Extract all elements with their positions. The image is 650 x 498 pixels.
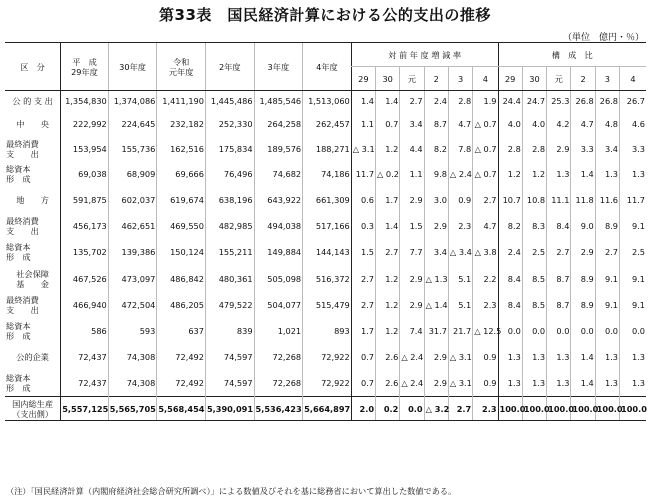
row-label: 国内総生産 （支出側） — [5, 397, 61, 421]
growth-cell: 0.9 — [473, 370, 498, 397]
composition-cell: 26.7 — [620, 91, 646, 112]
value-cell: 72,437 — [61, 345, 109, 370]
footnote: （注）「国民経済計算（内閣府経済社会総合研究所調べ）」による数値及びそれを基に総務省において算出した数値である。 — [6, 486, 457, 496]
growth-cell: △ 12.5 — [473, 318, 498, 345]
growth-col-header: 元 — [400, 67, 424, 91]
value-cell: 637 — [157, 318, 206, 345]
growth-cell: 7.7 — [400, 239, 424, 266]
value-cell: 1,411,190 — [157, 91, 206, 112]
composition-cell: 3.4 — [595, 137, 619, 162]
value-cell: 619,674 — [157, 187, 206, 214]
growth-cell: 3.4 — [424, 239, 448, 266]
value-cell: 515,479 — [303, 293, 352, 318]
growth-col-header: 4 — [473, 67, 498, 91]
composition-cell: 8.3 — [522, 214, 546, 239]
growth-cell: △ 2.4 — [400, 370, 424, 397]
value-cell: 5,390,091 — [205, 397, 254, 421]
composition-col-header: 29 — [498, 67, 522, 91]
growth-cell: 2.7 — [376, 239, 400, 266]
composition-cell: 1.3 — [620, 370, 646, 397]
value-cell: 139,386 — [108, 239, 157, 266]
composition-cell: 100.0 — [547, 397, 571, 421]
composition-cell: 8.7 — [547, 293, 571, 318]
value-cell: 462,651 — [108, 214, 157, 239]
value-cell: 149,884 — [254, 239, 303, 266]
composition-cell: 100.0 — [620, 397, 646, 421]
composition-group-header: 構 成 比 — [498, 43, 646, 67]
composition-cell: 24.4 — [498, 91, 522, 112]
growth-cell: 0.7 — [351, 345, 375, 370]
composition-cell: 8.4 — [547, 214, 571, 239]
value-cell: 264,258 — [254, 112, 303, 137]
row-label: 最終消費 支 出 — [6, 295, 39, 315]
composition-cell: 0.0 — [571, 318, 595, 345]
value-cell: 155,211 — [205, 239, 254, 266]
value-cell: 591,875 — [61, 187, 109, 214]
value-cell: 74,308 — [108, 345, 157, 370]
composition-cell: 9.0 — [571, 214, 595, 239]
value-cell: 74,308 — [108, 370, 157, 397]
growth-cell: 9.8 — [424, 162, 448, 187]
table-row — [5, 91, 646, 112]
value-cell: 188,271 — [303, 137, 352, 162]
growth-col-header: 29 — [351, 67, 375, 91]
growth-cell: 2.9 — [424, 214, 448, 239]
value-cell: 5,565,705 — [108, 397, 157, 421]
growth-col-header: 3 — [448, 67, 472, 91]
composition-cell: 0.0 — [620, 318, 646, 345]
growth-cell: 2.6 — [376, 345, 400, 370]
table-row — [5, 162, 646, 187]
growth-cell: 2.0 — [351, 397, 375, 421]
value-cell: 72,492 — [157, 370, 206, 397]
composition-cell: 100.0 — [571, 397, 595, 421]
composition-cell: 8.7 — [547, 266, 571, 293]
growth-cell: 3.0 — [424, 187, 448, 214]
composition-cell: 1.3 — [547, 370, 571, 397]
value-cell: 262,457 — [303, 112, 352, 137]
value-cell: 516,372 — [303, 266, 352, 293]
growth-cell: 3.4 — [400, 112, 424, 137]
value-cell: 72,922 — [303, 345, 352, 370]
composition-cell: 1.2 — [498, 162, 522, 187]
growth-cell: 2.9 — [400, 187, 424, 214]
composition-cell: 1.4 — [571, 162, 595, 187]
composition-cell: 1.3 — [547, 162, 571, 187]
row-label: 公 的 支 出 — [12, 96, 53, 107]
growth-cell: 4.4 — [400, 137, 424, 162]
composition-cell: 2.9 — [547, 137, 571, 162]
value-cell: 72,268 — [254, 345, 303, 370]
growth-cell: 2.8 — [448, 91, 472, 112]
composition-cell: 8.9 — [595, 214, 619, 239]
value-cell: 1,354,830 — [61, 91, 109, 112]
value-cell: 480,361 — [205, 266, 254, 293]
value-cell: 456,173 — [61, 214, 109, 239]
value-cell: 517,166 — [303, 214, 352, 239]
growth-cell: 0.9 — [448, 187, 472, 214]
growth-cell: △ 3.1 — [448, 345, 472, 370]
composition-cell: 2.9 — [571, 239, 595, 266]
composition-cell: 0.0 — [547, 318, 571, 345]
composition-col-header: 元 — [547, 67, 571, 91]
composition-cell: 9.1 — [620, 293, 646, 318]
year-header: 4年度 — [303, 43, 352, 91]
growth-cell: △ 2.4 — [400, 345, 424, 370]
value-cell: 72,437 — [61, 370, 109, 397]
growth-cell: 1.1 — [351, 112, 375, 137]
value-cell: 76,496 — [205, 162, 254, 187]
composition-cell: 2.7 — [595, 239, 619, 266]
growth-cell: 1.1 — [400, 162, 424, 187]
category-header: 区 分 — [5, 43, 61, 91]
value-cell: 467,526 — [61, 266, 109, 293]
value-cell: 602,037 — [108, 187, 157, 214]
growth-cell: △ 3.4 — [448, 239, 472, 266]
growth-cell: 2.2 — [473, 266, 498, 293]
value-cell: 222,992 — [61, 112, 109, 137]
table-row — [5, 112, 646, 137]
composition-cell: 1.3 — [498, 370, 522, 397]
composition-cell: 11.6 — [595, 187, 619, 214]
composition-cell: 9.1 — [595, 266, 619, 293]
table-body — [5, 91, 646, 421]
value-cell: 1,445,486 — [205, 91, 254, 112]
value-cell: 479,522 — [205, 293, 254, 318]
composition-cell: 9.1 — [620, 266, 646, 293]
growth-cell: 0.7 — [376, 112, 400, 137]
value-cell: 232,182 — [157, 112, 206, 137]
growth-cell: 2.3 — [473, 397, 498, 421]
value-cell: 505,098 — [254, 266, 303, 293]
table-row — [5, 187, 646, 214]
growth-cell: 0.7 — [351, 370, 375, 397]
growth-cell: 2.4 — [424, 91, 448, 112]
composition-cell: 8.9 — [571, 266, 595, 293]
composition-cell: 4.0 — [522, 112, 546, 137]
composition-cell: 1.3 — [498, 345, 522, 370]
growth-cell: 1.2 — [376, 293, 400, 318]
row-label: 地 方 — [16, 195, 49, 205]
table-row — [5, 293, 646, 318]
composition-cell: 100.0 — [595, 397, 619, 421]
growth-cell: 2.7 — [448, 397, 472, 421]
value-cell: 586 — [61, 318, 109, 345]
growth-cell: 1.2 — [376, 266, 400, 293]
growth-cell: 7.4 — [400, 318, 424, 345]
year-header: 30年度 — [108, 43, 157, 91]
row-label: 社会保障 基 金 — [16, 269, 49, 289]
composition-cell: 9.1 — [620, 214, 646, 239]
growth-cell: △ 2.4 — [448, 162, 472, 187]
value-cell: 155,736 — [108, 137, 157, 162]
value-cell: 144,143 — [303, 239, 352, 266]
composition-cell: 2.4 — [498, 239, 522, 266]
value-cell: 153,954 — [61, 137, 109, 162]
composition-cell: 2.5 — [620, 239, 646, 266]
composition-cell: 1.2 — [522, 162, 546, 187]
growth-cell: △ 3.1 — [351, 137, 375, 162]
value-cell: 1,485,546 — [254, 91, 303, 112]
value-cell: 661,309 — [303, 187, 352, 214]
value-cell: 5,536,423 — [254, 397, 303, 421]
row-label: 総資本 形 成 — [6, 321, 31, 341]
composition-cell: 1.4 — [571, 345, 595, 370]
composition-cell: 100.0 — [522, 397, 546, 421]
value-cell: 72,922 — [303, 370, 352, 397]
growth-cell: 2.7 — [351, 293, 375, 318]
public-expenditure-table — [5, 42, 646, 421]
year-header: 平 成 29年度 — [61, 43, 109, 91]
value-cell: 1,021 — [254, 318, 303, 345]
row-label: 総資本 形 成 — [6, 242, 31, 262]
growth-cell: △ 0.7 — [473, 137, 498, 162]
table-row — [5, 370, 646, 397]
table-title: 第33表 国民経済計算における公的支出の推移 — [159, 6, 491, 24]
growth-cell: △ 0.7 — [473, 112, 498, 137]
growth-cell: 1.7 — [376, 187, 400, 214]
composition-cell: 1.3 — [595, 370, 619, 397]
growth-cell: △ 0.2 — [376, 162, 400, 187]
value-cell: 74,186 — [303, 162, 352, 187]
growth-cell: 1.4 — [376, 214, 400, 239]
growth-cell: 2.9 — [400, 293, 424, 318]
value-cell: 189,576 — [254, 137, 303, 162]
value-cell: 504,077 — [254, 293, 303, 318]
growth-cell: 1.5 — [351, 239, 375, 266]
value-cell: 175,834 — [205, 137, 254, 162]
composition-cell: 1.3 — [595, 162, 619, 187]
value-cell: 69,038 — [61, 162, 109, 187]
row-label: 総資本 形 成 — [6, 372, 31, 393]
composition-cell: 1.3 — [620, 345, 646, 370]
growth-cell: 0.6 — [351, 187, 375, 214]
composition-cell: 0.0 — [498, 318, 522, 345]
growth-cell: 21.7 — [448, 318, 472, 345]
value-cell: 486,205 — [157, 293, 206, 318]
growth-cell: △ 0.7 — [473, 162, 498, 187]
growth-cell: 1.2 — [376, 137, 400, 162]
composition-cell: 3.3 — [571, 137, 595, 162]
value-cell: 1,374,086 — [108, 91, 157, 112]
row-label: 中 央 — [16, 119, 49, 129]
growth-cell: 2.9 — [424, 370, 448, 397]
value-cell: 839 — [205, 318, 254, 345]
composition-cell: 0.0 — [595, 318, 619, 345]
value-cell: 482,985 — [205, 214, 254, 239]
growth-cell: 2.7 — [351, 266, 375, 293]
growth-cell: 7.8 — [448, 137, 472, 162]
year-header: 3年度 — [254, 43, 303, 91]
composition-cell: 26.8 — [595, 91, 619, 112]
growth-cell: 1.5 — [400, 214, 424, 239]
growth-cell: 1.4 — [351, 91, 375, 112]
composition-cell: 4.8 — [595, 112, 619, 137]
growth-cell: 2.9 — [400, 266, 424, 293]
table-row — [5, 397, 646, 421]
table-row — [5, 137, 646, 162]
value-cell: 150,124 — [157, 239, 206, 266]
value-cell: 74,682 — [254, 162, 303, 187]
growth-cell: 2.3 — [473, 293, 498, 318]
composition-cell: 9.1 — [595, 293, 619, 318]
composition-cell: 4.6 — [620, 112, 646, 137]
growth-cell: 5.1 — [448, 293, 472, 318]
growth-cell: 0.2 — [376, 397, 400, 421]
composition-cell: 100.0 — [498, 397, 522, 421]
value-cell: 473,097 — [108, 266, 157, 293]
composition-col-header: 30 — [522, 67, 546, 91]
growth-cell: 31.7 — [424, 318, 448, 345]
composition-col-header: 4 — [620, 67, 646, 91]
value-cell: 5,557,125 — [61, 397, 109, 421]
growth-cell: 2.7 — [473, 187, 498, 214]
value-cell: 72,492 — [157, 345, 206, 370]
composition-cell: 2.8 — [522, 137, 546, 162]
composition-cell: 3.3 — [620, 137, 646, 162]
unit-label: （単位 億円・％） — [562, 33, 644, 43]
row-label: 最終消費 支 出 — [6, 139, 39, 159]
growth-cell: △ 3.8 — [473, 239, 498, 266]
composition-cell: 8.5 — [522, 293, 546, 318]
growth-cell: 0.3 — [351, 214, 375, 239]
value-cell: 469,550 — [157, 214, 206, 239]
value-cell: 74,597 — [205, 345, 254, 370]
composition-cell: 11.7 — [620, 187, 646, 214]
growth-col-header: 30 — [376, 67, 400, 91]
composition-cell: 24.7 — [522, 91, 546, 112]
value-cell: 252,330 — [205, 112, 254, 137]
growth-cell: 11.7 — [351, 162, 375, 187]
value-cell: 69,666 — [157, 162, 206, 187]
growth-cell: 4.7 — [473, 214, 498, 239]
value-cell: 494,038 — [254, 214, 303, 239]
row-label: 総資本 形 成 — [6, 164, 31, 184]
growth-cell: 1.9 — [473, 91, 498, 112]
growth-cell: 1.7 — [351, 318, 375, 345]
composition-cell: 4.2 — [547, 112, 571, 137]
composition-cell: 1.3 — [595, 345, 619, 370]
growth-cell: 0.9 — [473, 345, 498, 370]
growth-cell: 2.6 — [376, 370, 400, 397]
composition-cell: 0.0 — [522, 318, 546, 345]
table-row — [5, 266, 646, 293]
growth-cell: 2.3 — [448, 214, 472, 239]
composition-cell: 10.7 — [498, 187, 522, 214]
composition-col-header: 2 — [571, 67, 595, 91]
growth-cell: △ 1.3 — [424, 266, 448, 293]
row-label: 公的企業 — [16, 352, 49, 362]
value-cell: 466,940 — [61, 293, 109, 318]
table-row — [5, 214, 646, 239]
value-cell: 74,597 — [205, 370, 254, 397]
growth-col-header: 2 — [424, 67, 448, 91]
growth-cell: 0.0 — [400, 397, 424, 421]
composition-cell: 11.1 — [547, 187, 571, 214]
composition-cell: 4.7 — [571, 112, 595, 137]
composition-cell: 8.4 — [498, 293, 522, 318]
value-cell: 5,664,897 — [303, 397, 352, 421]
value-cell: 162,516 — [157, 137, 206, 162]
table-row — [5, 318, 646, 345]
value-cell: 135,702 — [61, 239, 109, 266]
value-cell: 593 — [108, 318, 157, 345]
value-cell: 72,268 — [254, 370, 303, 397]
year-header: 2年度 — [205, 43, 254, 91]
composition-cell: 11.8 — [571, 187, 595, 214]
value-cell: 643,922 — [254, 187, 303, 214]
growth-cell: 8.7 — [424, 112, 448, 137]
growth-cell: 2.9 — [424, 345, 448, 370]
growth-cell: 1.2 — [376, 318, 400, 345]
value-cell: 472,504 — [108, 293, 157, 318]
growth-cell: 8.2 — [424, 137, 448, 162]
growth-cell: △ 1.4 — [424, 293, 448, 318]
composition-cell: 2.5 — [522, 239, 546, 266]
growth-cell: △ 3.2 — [424, 397, 448, 421]
growth-cell: 4.7 — [448, 112, 472, 137]
composition-cell: 2.7 — [547, 239, 571, 266]
value-cell: 68,909 — [108, 162, 157, 187]
composition-cell: 1.4 — [571, 370, 595, 397]
composition-cell: 10.8 — [522, 187, 546, 214]
growth-cell: △ 3.1 — [448, 370, 472, 397]
growth-cell: 2.7 — [400, 91, 424, 112]
composition-col-header: 3 — [595, 67, 619, 91]
composition-cell: 8.4 — [498, 266, 522, 293]
growth-cell: 1.4 — [376, 91, 400, 112]
composition-cell: 8.2 — [498, 214, 522, 239]
composition-cell: 1.3 — [620, 162, 646, 187]
value-cell: 224,645 — [108, 112, 157, 137]
table-row — [5, 345, 646, 370]
value-cell: 893 — [303, 318, 352, 345]
composition-cell: 1.3 — [547, 345, 571, 370]
composition-cell: 2.8 — [498, 137, 522, 162]
composition-cell: 8.5 — [522, 266, 546, 293]
value-cell: 5,568,454 — [157, 397, 206, 421]
table-row — [5, 239, 646, 266]
composition-cell: 1.3 — [522, 370, 546, 397]
year-header: 令和 元年度 — [157, 43, 206, 91]
composition-cell: 4.0 — [498, 112, 522, 137]
composition-cell: 25.3 — [547, 91, 571, 112]
growth-cell: 5.1 — [448, 266, 472, 293]
growth-group-header: 対 前 年 度 増 減 率 — [351, 43, 498, 67]
row-label: 最終消費 支 出 — [6, 216, 39, 236]
value-cell: 638,196 — [205, 187, 254, 214]
composition-cell: 26.8 — [571, 91, 595, 112]
composition-cell: 1.3 — [522, 345, 546, 370]
value-cell: 1,513,060 — [303, 91, 352, 112]
composition-cell: 8.9 — [571, 293, 595, 318]
value-cell: 486,842 — [157, 266, 206, 293]
